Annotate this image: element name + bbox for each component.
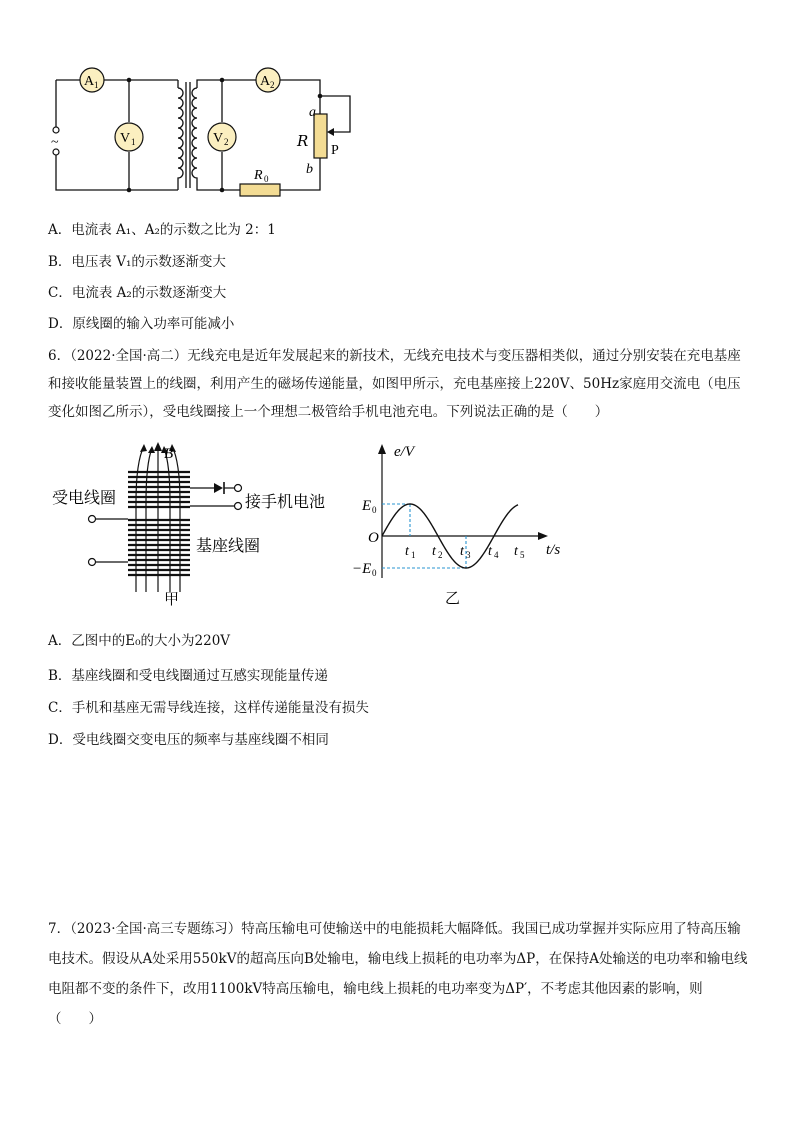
q6-option-d[interactable]: D．受电线圈交变电压的频率与基座线圈不相同 — [48, 732, 329, 748]
transformer-circuit-diagram — [40, 58, 370, 208]
svg-text:3: 3 — [466, 550, 471, 560]
secondary-coil — [192, 88, 197, 183]
svg-text:1: 1 — [131, 137, 136, 147]
figure-jia-coils — [48, 442, 348, 607]
svg-text:2: 2 — [224, 137, 229, 147]
svg-text:P: P — [331, 143, 339, 158]
figure-yi-sine-graph — [350, 438, 570, 610]
q6-option-c[interactable]: C．手机和基座无需导线连接，这样传递能量没有损失 — [48, 700, 369, 716]
svg-text:0: 0 — [264, 174, 269, 184]
svg-text:0: 0 — [372, 568, 377, 578]
svg-text:−E: −E — [352, 561, 372, 577]
q6-option-b[interactable]: B．基座线圈和受电线圈通过互感实现能量传递 — [48, 668, 328, 684]
rheostat-r — [296, 105, 339, 177]
resistor-r0 — [240, 168, 280, 196]
svg-text:2: 2 — [270, 80, 275, 90]
ammeter-a2 — [256, 68, 280, 92]
svg-text:接手机电池: 接手机电池 — [245, 494, 326, 511]
svg-text:t: t — [460, 544, 464, 559]
svg-text:V: V — [120, 131, 131, 146]
svg-text:t: t — [514, 544, 518, 559]
q5-option-a[interactable]: A．电流表 A₁、A₂的示数之比为 2：1 — [48, 222, 276, 238]
svg-text:2: 2 — [438, 550, 443, 560]
receiver-coil — [128, 472, 190, 507]
ammeter-a1 — [80, 68, 104, 92]
svg-text:t: t — [488, 544, 492, 559]
svg-text:乙: 乙 — [445, 591, 461, 607]
svg-text:O: O — [368, 530, 379, 546]
svg-text:e/V: e/V — [394, 444, 414, 460]
primary-coil — [178, 88, 183, 183]
svg-text:基座线圈: 基座线圈 — [196, 538, 261, 555]
svg-text:b: b — [306, 162, 313, 177]
svg-text:a: a — [309, 105, 316, 120]
svg-text:B: B — [164, 446, 174, 462]
svg-text:甲: 甲 — [164, 592, 180, 607]
svg-text:0: 0 — [372, 505, 377, 515]
q7-question-text: 7．（2023·全国·高三专题练习）特高压输电可使输送中的电能损耗大幅降低。我国已成功掌握并实际应用了特高压输电技术。假设从A处采用550kV的超高压向B处输电，输电线上损耗的电功率为ΔP，在保持A处输送的电功率和输电线电阻都不变的条件下，改用1100kV特高压输电，输电线上损耗的电功率变为ΔP′，不考虑其他因素的影响，则（ ） — [48, 921, 748, 1027]
voltmeter-v2 — [208, 123, 236, 151]
q6-option-a[interactable]: A．乙图中的E₀的大小为220V — [48, 633, 231, 649]
q5-option-c[interactable]: C．电流表 A₂的示数逐渐变大 — [48, 285, 227, 301]
q5-option-d[interactable]: D．原线圈的输入功率可能减小 — [48, 316, 235, 332]
svg-text:1: 1 — [94, 80, 99, 90]
svg-text:5: 5 — [520, 550, 525, 560]
svg-text:受电线圈: 受电线圈 — [52, 490, 117, 507]
svg-text:t: t — [405, 544, 409, 559]
svg-text:t: t — [432, 544, 436, 559]
svg-text:V: V — [213, 131, 224, 146]
svg-text:A: A — [84, 74, 95, 89]
base-coil — [128, 520, 190, 575]
svg-text:E: E — [362, 498, 372, 514]
svg-text:1: 1 — [411, 550, 416, 560]
svg-text:t/s: t/s — [546, 542, 561, 558]
q5-option-b[interactable]: B．电压表 V₁的示数逐渐变大 — [48, 254, 226, 270]
svg-text:R: R — [297, 132, 309, 150]
svg-text:R: R — [254, 168, 263, 183]
q6-question-text: 6．（2022·全国·高二）无线充电是近年发展起来的新技术，无线充电技术与变压器相类似，通过分别安装在充电基座和接收能量装置上的线圈，利用产生的磁场传递能量，如图甲所示，充电基座接上220V、50Hz家庭用交流电（电压变化如图乙所示），受电线圈接上一个理想二极管给手机电池充电。下列说法正确的是（ ） — [48, 348, 741, 420]
svg-text:4: 4 — [494, 550, 499, 560]
voltmeter-v1 — [115, 123, 143, 151]
ac-source-symbol: ~ — [51, 135, 59, 150]
svg-text:A: A — [260, 74, 271, 89]
diode-symbol — [214, 482, 224, 494]
